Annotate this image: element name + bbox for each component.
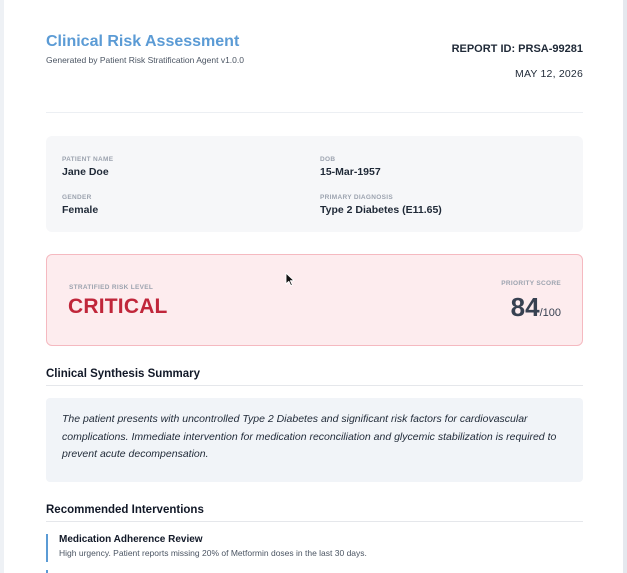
priority-score-label: PRIORITY SCORE [501,280,561,287]
dob-value: 15-Mar-1957 [320,166,381,178]
diagnosis-value: Type 2 Diabetes (E11.65) [320,204,442,216]
summary-box [46,398,583,482]
priority-score-max: /100 [539,307,561,319]
gender-label: GENDER [62,194,92,201]
intervention-item [46,534,583,562]
patient-name-value: Jane Doe [62,166,109,178]
summary-text: The patient presents with uncontrolled Type 2 Diabetes and significant risk factors for cardiovascular complications. Immediate intervention for medication reconciliation and glycemic stabilization is required to prevent acute decompensation. [62,413,557,460]
diagnosis-label: PRIMARY DIAGNOSIS [320,194,393,201]
report-title: Clinical Risk Assessment [46,33,240,50]
report-date: MAY 12, 2026 [515,68,583,80]
priority-score-value: 84 [510,292,540,322]
intervention-description: High urgency. Patient reports missing 20% of Metformin doses in the last 30 days. [59,548,367,558]
risk-level-label: STRATIFIED RISK LEVEL [69,284,154,291]
gender-field [62,194,98,216]
mouse-cursor-icon [285,272,295,287]
priority-score [511,292,561,323]
risk-level-value: CRITICAL [68,295,168,318]
interventions-heading: Recommended Interventions [46,504,583,522]
summary-heading: Clinical Synthesis Summary [46,368,583,386]
gender-value: Female [62,204,99,216]
patient-info-card [46,136,583,232]
dob-label: DOB [320,156,336,163]
patient-name-field [62,156,113,178]
report-subtitle: Generated by Patient Risk Stratification Agent v1.0.0 [46,55,244,65]
risk-level-card [46,254,583,346]
report-header [46,33,583,113]
dob-field [320,156,381,178]
page-scroll-edge[interactable] [623,0,627,573]
patient-name-label: PATIENT NAME [62,156,114,163]
report-id: REPORT ID: PRSA-99281 [451,43,583,55]
intervention-title: Medication Adherence Review [59,534,203,545]
diagnosis-field [320,194,442,216]
report-page [4,0,623,573]
